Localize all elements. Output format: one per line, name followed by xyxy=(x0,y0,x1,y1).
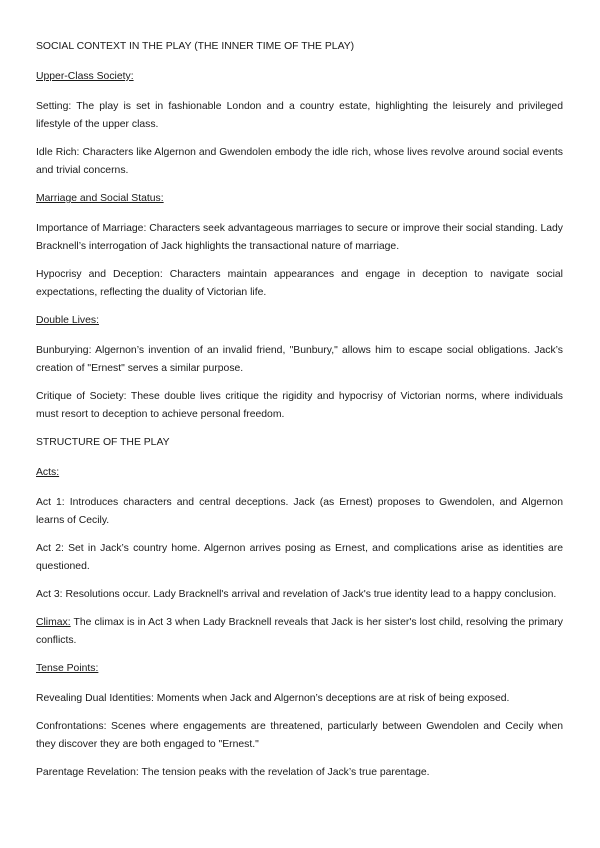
paragraph-hypocrisy: Hypocrisy and Deception: Characters maintain appearances and engage in deception to navigate social expectations, reflecting the duality of Victorian life. xyxy=(36,269,563,298)
paragraph-act-3: Act 3: Resolutions occur. Lady Bracknell's arrival and revelation of Jack's true identity lead to a happy conclusion. xyxy=(36,589,557,600)
section-title-social-context: SOCIAL CONTEXT IN THE PLAY (THE INNER TIME OF THE PLAY) xyxy=(36,41,355,52)
paragraph-setting: Setting: The play is set in fashionable London and a country estate, highlighting the leisurely and privileged lifestyle of the upper class. xyxy=(36,101,563,130)
paragraph-confrontations: Confrontations: Scenes where engagements are threatened, particularly between Gwendolen and Cecily when they discover they are both engaged to "Ernest." xyxy=(36,721,563,750)
paragraph-act-1: Act 1: Introduces characters and central deceptions. Jack (as Ernest) proposes to Gwendolen, and Algernon learns of Cecily. xyxy=(36,497,563,526)
document-page xyxy=(36,38,563,792)
paragraph-parentage: Parentage Revelation: The tension peaks with the revelation of Jack’s true parentage. xyxy=(36,767,430,778)
paragraph-bunburying: Bunburying: Algernon’s invention of an invalid friend, "Bunbury," allows him to escape social obligations. Jack’s creation of "Ernest" serves a similar purpose. xyxy=(36,345,563,374)
climax-label: Climax: xyxy=(36,617,71,628)
subheading-marriage: Marriage and Social Status: xyxy=(36,193,164,204)
paragraph-idle-rich: Idle Rich: Characters like Algernon and Gwendolen embody the idle rich, whose lives revolve around social events and trivial concerns. xyxy=(36,147,563,176)
climax-text: The climax is in Act 3 when Lady Bracknell reveals that Jack is her sister's lost child, resolving the primary conflicts. xyxy=(36,617,563,646)
paragraph-act-2: Act 2: Set in Jack’s country home. Algernon arrives posing as Ernest, and complications arise as identities are questioned. xyxy=(36,543,563,572)
subheading-tense-points: Tense Points: xyxy=(36,663,99,674)
paragraph-critique: Critique of Society: These double lives critique the rigidity and hypocrisy of Victorian norms, where individuals must resort to deception to achieve personal freedom. xyxy=(36,391,563,420)
subheading-double-lives: Double Lives: xyxy=(36,315,99,326)
paragraph-importance-of-marriage: Importance of Marriage: Characters seek advantageous marriages to secure or improve their social standing. Lady Bracknell’s interrogation of Jack highlights the transactional nature of marriage. xyxy=(36,223,563,252)
subheading-upper-class: Upper-Class Society: xyxy=(36,71,134,82)
paragraph-dual-identities: Revealing Dual Identities: Moments when Jack and Algernon’s deceptions are at risk of being exposed. xyxy=(36,693,510,704)
section-title-structure: STRUCTURE OF THE PLAY xyxy=(36,437,170,448)
paragraph-climax xyxy=(36,614,563,650)
subheading-acts: Acts: xyxy=(36,467,60,478)
